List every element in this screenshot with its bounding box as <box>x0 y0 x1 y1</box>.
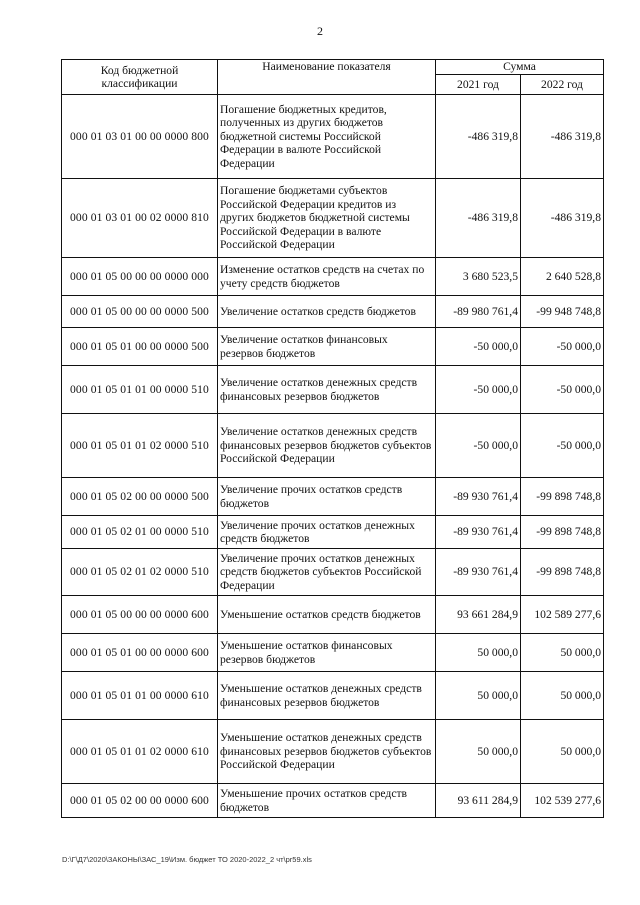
amount-2021: -89 980 761,4 <box>436 296 521 328</box>
budget-code: 000 01 05 01 00 00 0000 600 <box>62 634 218 672</box>
budget-code: 000 01 05 02 01 02 0000 510 <box>62 549 218 596</box>
page-number: 2 <box>317 24 323 38</box>
amount-2021: 50 000,0 <box>436 634 521 672</box>
indicator-name: Уменьшение прочих остатков средств бюджетов <box>218 784 436 818</box>
amount-2022: -99 898 748,8 <box>521 549 604 596</box>
indicator-name: Погашение бюджетами субъектов Российской Федерации кредитов из других бюджетов бюджетной системы Российской Федерации в валюте Российской Федерации <box>218 179 436 258</box>
table-row <box>62 478 604 516</box>
amount-2022: 50 000,0 <box>521 672 604 720</box>
indicator-name: Уменьшение остатков средств бюджетов <box>218 596 436 634</box>
table-row <box>62 296 604 328</box>
indicator-name: Уменьшение остатков денежных средств финансовых резервов бюджетов субъектов Российской Федерации <box>218 720 436 784</box>
amount-2022: 50 000,0 <box>521 634 604 672</box>
header-sum: Сумма <box>436 60 604 75</box>
amount-2022: -486 319,8 <box>521 179 604 258</box>
budget-sources-table <box>61 59 604 818</box>
budget-code: 000 01 05 02 00 00 0000 600 <box>62 784 218 818</box>
amount-2022: -99 948 748,8 <box>521 296 604 328</box>
table-row <box>62 549 604 596</box>
header-year-2022: 2022 год <box>521 75 604 95</box>
table-row <box>62 516 604 549</box>
table-row <box>62 720 604 784</box>
amount-2021: -50 000,0 <box>436 328 521 366</box>
table-row <box>62 784 604 818</box>
amount-2022: -50 000,0 <box>521 328 604 366</box>
budget-code: 000 01 05 01 01 00 0000 610 <box>62 672 218 720</box>
amount-2021: -89 930 761,4 <box>436 516 521 549</box>
table-row <box>62 179 604 258</box>
budget-code: 000 01 05 00 00 00 0000 000 <box>62 258 218 296</box>
header-code: Код бюджетной классификации <box>62 60 218 95</box>
header-year-2021: 2021 год <box>436 75 521 95</box>
table-row <box>62 258 604 296</box>
amount-2022: 2 640 528,8 <box>521 258 604 296</box>
table-row <box>62 596 604 634</box>
budget-code: 000 01 05 01 01 02 0000 510 <box>62 414 218 478</box>
indicator-name: Уменьшение остатков финансовых резервов бюджетов <box>218 634 436 672</box>
amount-2022: 50 000,0 <box>521 720 604 784</box>
amount-2021: 50 000,0 <box>436 720 521 784</box>
budget-code: 000 01 05 01 01 02 0000 610 <box>62 720 218 784</box>
amount-2021: -486 319,8 <box>436 179 521 258</box>
amount-2021: 93 611 284,9 <box>436 784 521 818</box>
amount-2022: -50 000,0 <box>521 414 604 478</box>
budget-code: 000 01 05 00 00 00 0000 500 <box>62 296 218 328</box>
amount-2021: -50 000,0 <box>436 366 521 414</box>
amount-2022: 102 589 277,6 <box>521 596 604 634</box>
amount-2022: -99 898 748,8 <box>521 516 604 549</box>
budget-code: 000 01 03 01 00 02 0000 810 <box>62 179 218 258</box>
budget-code: 000 01 05 02 01 00 0000 510 <box>62 516 218 549</box>
amount-2021: -486 319,8 <box>436 95 521 179</box>
amount-2021: -89 930 761,4 <box>436 549 521 596</box>
budget-code: 000 01 05 02 00 00 0000 500 <box>62 478 218 516</box>
indicator-name: Увеличение прочих остатков денежных средств бюджетов субъектов Российской Федерации <box>218 549 436 596</box>
indicator-name: Увеличение прочих остатков средств бюджетов <box>218 478 436 516</box>
amount-2021: -50 000,0 <box>436 414 521 478</box>
indicator-name: Увеличение остатков средств бюджетов <box>218 296 436 328</box>
table-row <box>62 95 604 179</box>
indicator-name: Изменение остатков средств на счетах по учету средств бюджетов <box>218 258 436 296</box>
indicator-name: Увеличение остатков денежных средств финансовых резервов бюджетов субъектов Российской Федерации <box>218 414 436 478</box>
table-row <box>62 634 604 672</box>
budget-code: 000 01 03 01 00 00 0000 800 <box>62 95 218 179</box>
amount-2022: -99 898 748,8 <box>521 478 604 516</box>
amount-2022: -50 000,0 <box>521 366 604 414</box>
budget-code: 000 01 05 01 01 00 0000 510 <box>62 366 218 414</box>
file-path-footer: D:\Г\Д7\2020\ЗАКОНЫ\ЗАС_19\Изм. бюджет ТО 2020-2022_2 чт\pr59.xls <box>62 855 312 864</box>
amount-2021: 50 000,0 <box>436 672 521 720</box>
budget-code: 000 01 05 00 00 00 0000 600 <box>62 596 218 634</box>
header-name: Наименование показателя <box>218 60 436 95</box>
budget-code: 000 01 05 01 00 00 0000 500 <box>62 328 218 366</box>
amount-2021: 93 661 284,9 <box>436 596 521 634</box>
table-row <box>62 672 604 720</box>
amount-2022: -486 319,8 <box>521 95 604 179</box>
table-row <box>62 414 604 478</box>
indicator-name: Увеличение прочих остатков денежных средств бюджетов <box>218 516 436 549</box>
amount-2022: 102 539 277,6 <box>521 784 604 818</box>
indicator-name: Погашение бюджетных кредитов, полученных из других бюджетов бюджетной системы Российской Федерации в валюте Российской Федерации <box>218 95 436 179</box>
table-row <box>62 328 604 366</box>
amount-2021: -89 930 761,4 <box>436 478 521 516</box>
table-row <box>62 366 604 414</box>
amount-2021: 3 680 523,5 <box>436 258 521 296</box>
indicator-name: Увеличение остатков финансовых резервов бюджетов <box>218 328 436 366</box>
indicator-name: Уменьшение остатков денежных средств финансовых резервов бюджетов <box>218 672 436 720</box>
indicator-name: Увеличение остатков денежных средств финансовых резервов бюджетов <box>218 366 436 414</box>
